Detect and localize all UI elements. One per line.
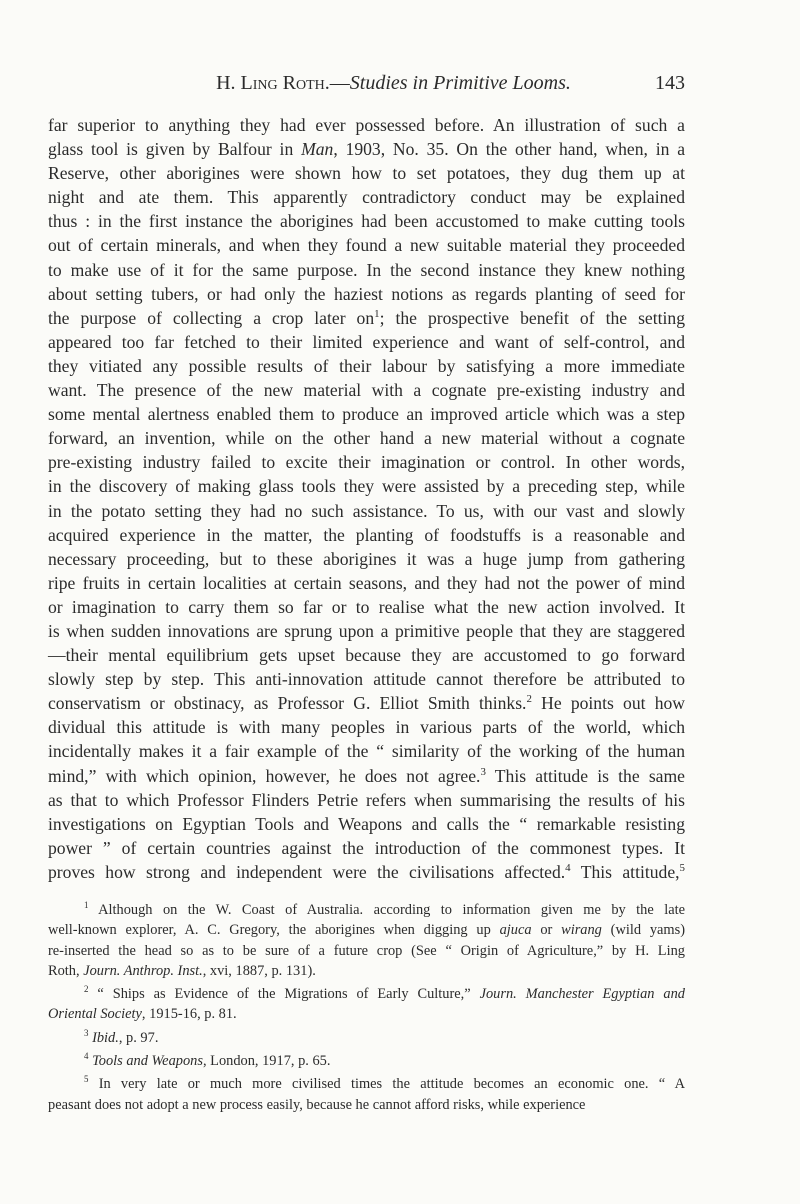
body-line: incidentally makes it a fair example of the “ similarity of the working of the human: [48, 741, 685, 762]
body-line: in the discovery of making glass tools they were assisted by a preceding step, while: [48, 476, 685, 497]
footnote-marker: 3: [84, 1027, 89, 1038]
footnote-line: $^2$ “ Ships as Evidence of the Migrations of Early Culture,” Journ. Manchester Egyptian and: [84, 984, 685, 1003]
header-title: Studies in Primitive Looms.: [349, 72, 571, 94]
body-line: pre-existing industry failed to excite their imagination or control. In other words,: [48, 452, 685, 473]
body-line: appeared too far fetched to their limited experience and want of self-control, and: [48, 331, 685, 352]
footnote-marker: 4: [565, 862, 571, 875]
body-line: investigations on Egyptian Tools and Weapons and calls the “ remarkable resisting: [48, 813, 685, 834]
footnote: [48, 1074, 685, 1115]
body-line: in the potato setting they had no such assistance. To us, with our vast and slowly: [48, 500, 685, 521]
footnote-line: Oriental Society, 1915-16, p. 81.: [48, 1006, 237, 1023]
body-text: [48, 113, 685, 884]
footnote-marker: 5: [679, 862, 685, 875]
footnote-line: $^5$ In very late or much more civilised times the attitude becomes an economic one. “ A: [84, 1074, 685, 1093]
body-line: —their mental equilibrium gets upset because they are accustomed to go forward: [48, 645, 685, 666]
running-header: [102, 72, 685, 102]
footnote-marker: 1: [84, 900, 89, 911]
footnote-marker: 1: [374, 307, 380, 320]
body-line: to make use of it for the same purpose. In the second instance they knew nothing: [48, 259, 685, 280]
header-dash: —: [329, 72, 350, 94]
footnote-marker: 4: [84, 1051, 89, 1062]
footnote-line: re-inserted the head so as to be sure of a future crop (See “ Origin of Agriculture,” by H. Ling: [48, 942, 685, 959]
body-line: mind,” with which opinion, however, he does not agree.$^3$ This attitude is the same: [48, 765, 685, 786]
footnote: [48, 1028, 685, 1048]
footnote-marker: 5: [84, 1074, 89, 1085]
footnotes: [48, 900, 685, 1118]
footnote-marker: 3: [480, 765, 486, 778]
footnote-line: peasant does not adopt a new process easily, because he cannot afford risks, while experience: [48, 1096, 586, 1113]
footnote-line: $^3$ Ibid., p. 97.: [84, 1027, 159, 1046]
footnote-marker: 2: [84, 984, 89, 995]
running-title: [102, 72, 685, 95]
footnote: [48, 900, 685, 981]
body-line: about setting tubers, or had only the haziest notions as regards planting of seed for: [48, 283, 685, 304]
footnote-marker: 2: [526, 693, 532, 706]
footnote-line: $^1$ Although on the W. Coast of Australia. according to information given me by the late: [84, 900, 685, 918]
body-line: as that to which Professor Flinders Petrie refers when summarising the results of his: [48, 789, 685, 810]
body-line: some mental alertness enabled them to produce an improved article which was a step: [48, 404, 685, 425]
body-line: out of certain minerals, and when they found a new suitable material they proceeded: [48, 235, 685, 256]
body-line: slowly step by step. This anti-innovation attitude cannot therefore be attributed to: [48, 669, 685, 690]
body-line: conservatism or obstinacy, as Professor G. Elliot Smith thinks.$^2$ He points out how: [48, 693, 685, 714]
footnote-line: Roth, Journ. Anthrop. Inst., xvi, 1887, p. 131).: [48, 962, 316, 979]
footnote-line: well-known explorer, A. C. Gregory, the aborigines when digging up ajuca or wirang (wild yams): [48, 922, 685, 939]
body-line: thus : in the first instance the aborigines had been accustomed to make cutting tools: [48, 211, 685, 232]
body-line: ripe fruits in certain localities at certain seasons, and they had not the power of mind: [48, 572, 685, 593]
page-number: 143: [655, 72, 685, 94]
body-line: glass tool is given by Balfour in Man, 1903, No. 35. On the other hand, when, in a: [48, 139, 686, 160]
body-line: or imagination to carry them so far or to realise what the new action involved. It: [48, 596, 685, 617]
body-line: Reserve, other aborigines were shown how to set potatoes, they dug them up at: [48, 163, 685, 184]
footnote-line: $^4$ Tools and Weapons, London, 1917, p. 65.: [84, 1051, 331, 1070]
body-line: is when sudden innovations are sprung upon a primitive people that they are staggered: [48, 620, 685, 641]
body-line: forward, an invention, while on the other hand a new material without a cognate: [48, 428, 685, 449]
footnote: [48, 1051, 685, 1071]
body-line: proves how strong and independent were the civilisations affected.$^4$ This attitude,$^5$: [48, 861, 685, 882]
body-line: the purpose of collecting a crop later $on^1$; the prospective benefit of the setting: [48, 307, 686, 328]
body-line: power ” of certain countries against the introduction of the commonest types. It: [48, 837, 685, 858]
body-line: they vitiated any possible results of their labour by satisfying a more immediate: [48, 355, 685, 376]
body-line: far superior to anything they had ever possessed before. An illustration of such a: [48, 115, 685, 135]
body-line: night and ate them. This apparently contradictory conduct may be explained: [48, 187, 685, 208]
footnote: [48, 984, 685, 1025]
body-line: dividual this attitude is with many peoples in various parts of the world, which: [48, 717, 685, 738]
body-line: acquired experience in the matter, the planting of foodstuffs is a reasonable and: [48, 524, 685, 545]
body-line: want. The presence of the new material with a cognate pre-existing industry and: [48, 380, 685, 401]
body-line: necessary proceeding, but to these aborigines it was a huge jump from gathering: [48, 548, 685, 569]
header-author: H. Ling Roth.: [216, 72, 330, 94]
